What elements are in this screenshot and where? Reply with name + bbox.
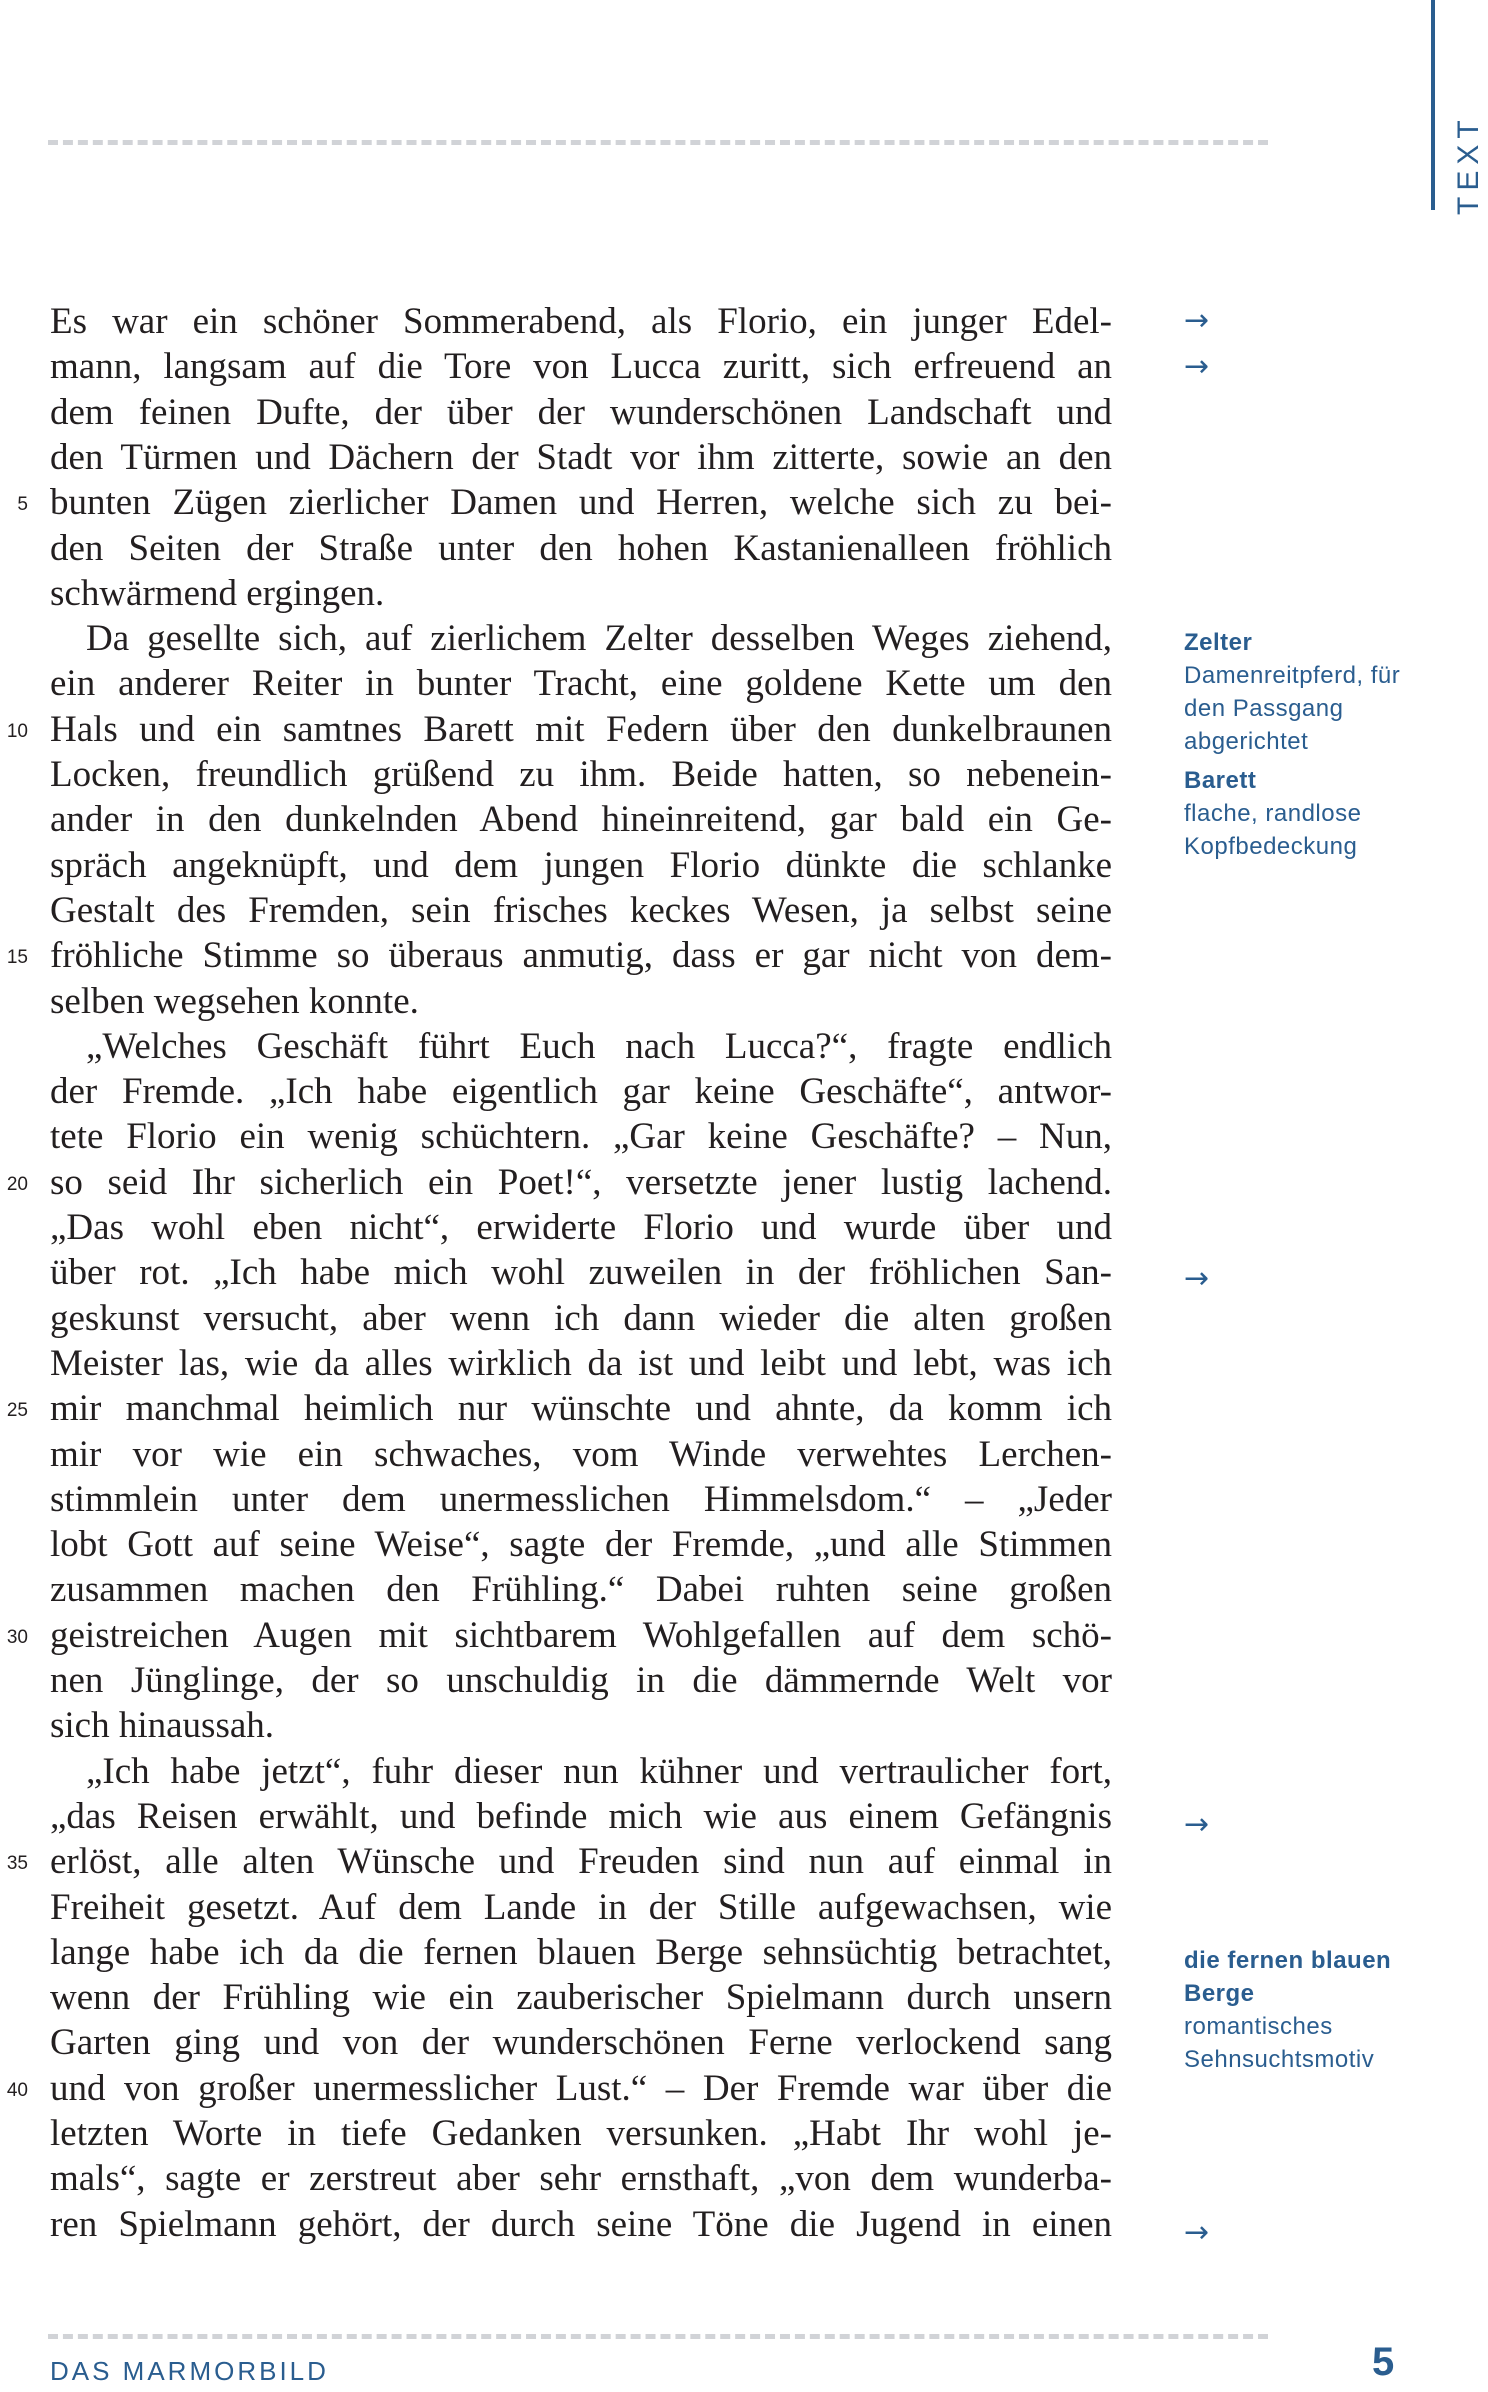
text-line: Hals und ein samtnes Barett mit Federn über den dunkelbraunen — [50, 708, 1112, 750]
text-line: Meister las, wie da alles wirklich da ist und leibt und lebt, was ich — [50, 1342, 1112, 1384]
text-line: selben wegsehen konnte. — [50, 980, 419, 1022]
text-line: ein anderer Reiter in bunter Tracht, eine goldene Kette um den — [50, 663, 1112, 705]
line-number: 5 — [17, 494, 28, 516]
text-line: erlöst, alle alten Wünsche und Freuden sind nun auf einmal in — [50, 1841, 1112, 1883]
text-line: fröhliche Stimme so überaus anmutig, dass er gar nicht von dem- — [50, 935, 1112, 977]
text-line: mir manchmal heimlich nur wünschte und ahnte, da komm ich — [50, 1388, 1112, 1430]
arrow-right-icon: → — [1184, 1807, 1210, 1842]
arrow-right-icon: → — [1184, 1261, 1210, 1296]
arrow-right-icon: → — [1184, 349, 1210, 384]
text-line: lobt Gott auf seine Weise“, sagte der Fremde, „und alle Stimmen — [50, 1524, 1112, 1566]
text-line: mir vor wie ein schwaches, vom Winde verwehtes Lerchen- — [50, 1433, 1112, 1475]
text-line: letzten Worte in tiefe Gedanken versunken. „Habt Ihr wohl je- — [50, 2113, 1112, 2154]
text-line: wenn der Frühling wie ein zauberischer Spielmann durch unsern — [50, 1977, 1112, 2019]
running-footer-title: DAS MARMORBILD — [50, 2356, 329, 2386]
text-line: geistreichen Augen mit sichtbarem Wohlgefallen auf dem schö- — [50, 1614, 1112, 1656]
text-line: geskunst versucht, aber wenn ich dann wieder die alten großen — [50, 1297, 1112, 1339]
arrow-right-icon: → — [1184, 2215, 1210, 2250]
text-line: ren Spielmann gehört, der durch seine Töne die Jugend in einen — [50, 2203, 1112, 2245]
text-line: sich hinaussah. — [50, 1705, 275, 1747]
text-line: so seid Ihr sicherlich ein Poet!“, versetzte jener lustig lachend. — [50, 1161, 1112, 1203]
text-line: Freiheit gesetzt. Auf dem Lande in der Stille aufgewachsen, wie — [50, 1886, 1112, 1928]
line-number: 30 — [6, 1626, 28, 1648]
gloss-term: die fernen blauen Berge — [1184, 1947, 1392, 2007]
text-line: lange habe ich da die fernen blauen Berge sehnsüchtig betrachtet, — [50, 1931, 1112, 1973]
text-line: schwärmend ergingen. — [50, 572, 385, 614]
gloss-definition: flache, randlose Kopfbedeckung — [1184, 800, 1362, 860]
line-number: 35 — [6, 1853, 28, 1875]
text-line: ander in den dunkelnden Abend hineinreitend, gar bald ein Ge- — [50, 799, 1112, 841]
text-line: und von großer unermesslicher Lust.“ – Der Fremde war über die — [50, 2067, 1112, 2109]
top-dashed-rule — [48, 140, 1268, 145]
gloss-barett — [1184, 764, 1434, 863]
gloss-zelter — [1184, 626, 1434, 758]
line-number: 20 — [6, 1173, 28, 1195]
text-line: Garten ging und von der wunderschönen Ferne verlockend sang — [50, 2022, 1112, 2064]
text-line: den Seiten der Straße unter den hohen Kastanienalleen fröhlich — [50, 527, 1112, 569]
text-line: „Ich habe jetzt“, fuhr dieser nun kühner und vertraulicher fort, — [86, 1750, 1112, 1792]
text-line: stimmlein unter dem unermesslichen Himmelsdom.“ – „Jeder — [50, 1478, 1112, 1520]
arrow-right-icon: → — [1184, 303, 1210, 338]
text-line: dem feinen Dufte, der über der wunderschönen Landschaft und — [50, 391, 1112, 433]
line-number: 40 — [6, 2079, 28, 2101]
text-line: mann, langsam auf die Tore von Lucca zuritt, sich erfreuend an — [50, 346, 1112, 388]
text-line: zusammen machen den Frühling.“ Dabei ruhten seine großen — [50, 1569, 1112, 1611]
text-line: tete Florio ein wenig schüchtern. „Gar keine Geschäfte? – Nun, — [50, 1116, 1112, 1158]
gloss-definition: romantisches Sehnsuchtsmotiv — [1184, 2013, 1375, 2073]
text-line: den Türmen und Dächern der Stadt vor ihm zitterte, sowie an den — [50, 436, 1112, 478]
text-line: Locken, freundlich grüßend zu ihm. Beide hatten, so nebenein- — [50, 754, 1112, 795]
section-tab-bar — [1431, 0, 1435, 210]
text-line: nen Jünglinge, der so unschuldig in die dämmernde Welt vor — [50, 1660, 1112, 1701]
line-number: 10 — [6, 720, 28, 742]
gloss-term: Barett — [1184, 767, 1257, 794]
text-line: „Welches Geschäft führt Euch nach Lucca?“, fragte endlich — [86, 1025, 1112, 1067]
text-line: Es war ein schöner Sommerabend, als Florio, ein junger Edel- — [50, 301, 1112, 342]
text-line: spräch angeknüpft, und dem jungen Florio dünkte die schlanke — [50, 844, 1112, 886]
text-line: „das Reisen erwählt, und befinde mich wie aus einem Gefängnis — [50, 1795, 1112, 1837]
text-line: „Das wohl eben nicht“, erwiderte Florio und wurde über und — [50, 1207, 1112, 1248]
gloss-definition: Damenreitpferd, für den Passgang abgerichtet — [1184, 662, 1401, 755]
gloss-blaue-berge — [1184, 1944, 1434, 2076]
section-tab-label: TEXT — [1452, 114, 1485, 215]
line-number: 15 — [6, 947, 28, 969]
bottom-dashed-rule — [48, 2334, 1268, 2339]
text-line: Da gesellte sich, auf zierlichem Zelter desselben Weges ziehend, — [86, 618, 1112, 660]
page-number: 5 — [1372, 2340, 1395, 2384]
text-line: mals“, sagte er zerstreut aber sehr ernsthaft, „von dem wunderba- — [50, 2158, 1112, 2200]
text-line: Gestalt des Fremden, sein frisches keckes Wesen, ja selbst seine — [50, 889, 1112, 931]
text-line: der Fremde. „Ich habe eigentlich gar keine Geschäfte“, antwor- — [50, 1071, 1112, 1113]
text-line: über rot. „Ich habe mich wohl zuweilen in der fröhlichen San- — [50, 1252, 1112, 1294]
gloss-term: Zelter — [1184, 629, 1253, 656]
text-line: bunten Zügen zierlicher Damen und Herren, welche sich zu bei- — [50, 482, 1112, 524]
line-number: 25 — [6, 1400, 28, 1422]
